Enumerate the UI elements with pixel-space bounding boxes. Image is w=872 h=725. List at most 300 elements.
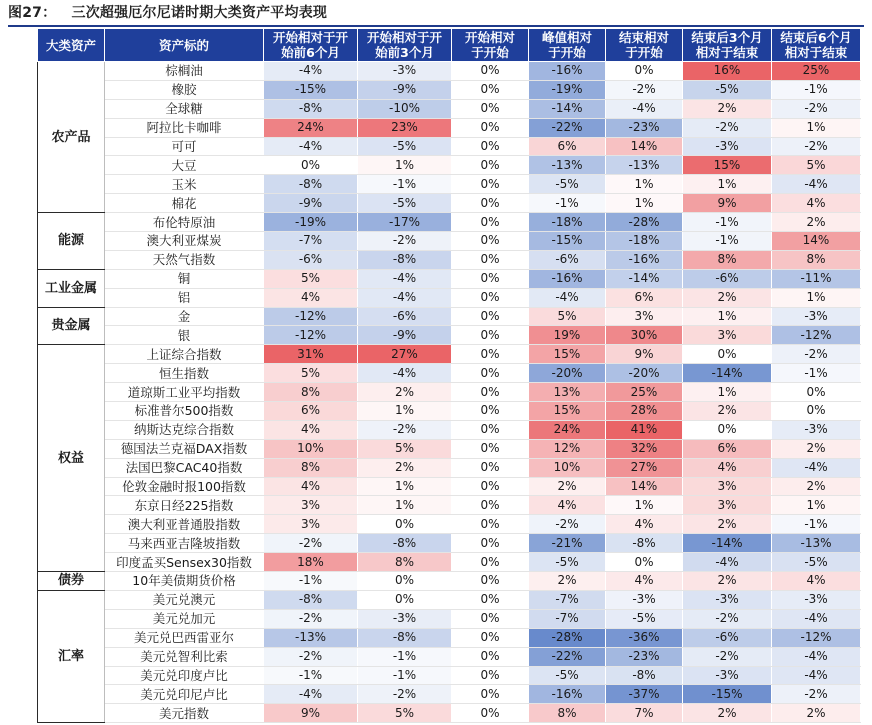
value-cell: -5% bbox=[529, 175, 606, 194]
asset-name-cell: 德国法兰克福DAX指数 bbox=[105, 439, 264, 458]
header-start-vs-3m-before: 开始相对于开 始前3个月 bbox=[358, 29, 452, 62]
value-cell: 8% bbox=[683, 250, 772, 269]
table-row bbox=[38, 553, 861, 572]
category-cell: 工业金属 bbox=[38, 269, 105, 307]
value-cell: 0% bbox=[452, 326, 529, 345]
value-cell: -17% bbox=[358, 213, 452, 232]
value-cell: 0% bbox=[358, 572, 452, 591]
value-cell: 0% bbox=[452, 628, 529, 647]
value-cell: 0% bbox=[452, 609, 529, 628]
value-cell: 9% bbox=[264, 704, 358, 723]
table-row bbox=[38, 288, 861, 307]
asset-name-cell: 东京日经225指数 bbox=[105, 496, 264, 515]
value-cell: 15% bbox=[683, 156, 772, 175]
value-cell: 0% bbox=[452, 666, 529, 685]
value-cell: 0% bbox=[452, 62, 529, 81]
value-cell: 9% bbox=[683, 194, 772, 213]
value-cell: 41% bbox=[606, 420, 683, 439]
value-cell: 0% bbox=[452, 250, 529, 269]
value-cell: -1% bbox=[772, 80, 861, 99]
table-row bbox=[38, 99, 861, 118]
value-cell: 10% bbox=[529, 458, 606, 477]
value-cell: -20% bbox=[529, 364, 606, 383]
asset-name-cell: 美元兑加元 bbox=[105, 609, 264, 628]
value-cell: -6% bbox=[683, 628, 772, 647]
table-row bbox=[38, 194, 861, 213]
value-cell: -4% bbox=[264, 137, 358, 156]
value-cell: 27% bbox=[358, 345, 452, 364]
value-cell: -3% bbox=[683, 137, 772, 156]
asset-name-cell: 美元兑智利比索 bbox=[105, 647, 264, 666]
value-cell: 0% bbox=[452, 534, 529, 553]
value-cell: 10% bbox=[264, 439, 358, 458]
value-cell: -4% bbox=[772, 458, 861, 477]
value-cell: 0% bbox=[452, 99, 529, 118]
value-cell: 0% bbox=[452, 364, 529, 383]
value-cell: -4% bbox=[358, 288, 452, 307]
value-cell: 23% bbox=[358, 118, 452, 137]
table-row bbox=[38, 439, 861, 458]
value-cell: -7% bbox=[529, 590, 606, 609]
value-cell: 13% bbox=[529, 383, 606, 402]
value-cell: 0% bbox=[452, 402, 529, 421]
figure-title-bar bbox=[8, 3, 864, 27]
value-cell: 24% bbox=[529, 420, 606, 439]
value-cell: -3% bbox=[683, 590, 772, 609]
value-cell: -1% bbox=[358, 647, 452, 666]
value-cell: -8% bbox=[606, 534, 683, 553]
value-cell: 1% bbox=[358, 477, 452, 496]
value-cell: -13% bbox=[529, 156, 606, 175]
value-cell: 6% bbox=[264, 402, 358, 421]
value-cell: 14% bbox=[606, 137, 683, 156]
value-cell: -1% bbox=[358, 666, 452, 685]
value-cell: 2% bbox=[772, 439, 861, 458]
asset-name-cell: 美元兑巴西雷亚尔 bbox=[105, 628, 264, 647]
value-cell: 1% bbox=[606, 496, 683, 515]
table-row bbox=[38, 666, 861, 685]
value-cell: 1% bbox=[683, 383, 772, 402]
table-row bbox=[38, 383, 861, 402]
value-cell: -23% bbox=[606, 118, 683, 137]
table-row bbox=[38, 269, 861, 288]
value-cell: 15% bbox=[529, 345, 606, 364]
table-row bbox=[38, 307, 861, 326]
value-cell: 0% bbox=[452, 137, 529, 156]
value-cell: -6% bbox=[264, 250, 358, 269]
asset-name-cell: 美元指数 bbox=[105, 704, 264, 723]
value-cell: -3% bbox=[772, 420, 861, 439]
value-cell: -1% bbox=[772, 364, 861, 383]
asset-name-cell: 橡胶 bbox=[105, 80, 264, 99]
value-cell: -12% bbox=[264, 307, 358, 326]
value-cell: -14% bbox=[529, 99, 606, 118]
value-cell: -8% bbox=[358, 250, 452, 269]
value-cell: 2% bbox=[683, 704, 772, 723]
table-row bbox=[38, 80, 861, 99]
value-cell: -3% bbox=[358, 62, 452, 81]
header-start-vs-start: 开始相对 于开始 bbox=[452, 29, 529, 62]
value-cell: -2% bbox=[772, 99, 861, 118]
value-cell: 0% bbox=[452, 553, 529, 572]
table-row bbox=[38, 590, 861, 609]
value-cell: -5% bbox=[529, 553, 606, 572]
value-cell: -2% bbox=[358, 232, 452, 251]
value-cell: 3% bbox=[264, 515, 358, 534]
value-cell: 8% bbox=[772, 250, 861, 269]
value-cell: 3% bbox=[683, 326, 772, 345]
asset-name-cell: 阿拉比卡咖啡 bbox=[105, 118, 264, 137]
value-cell: 4% bbox=[683, 458, 772, 477]
value-cell: 6% bbox=[529, 137, 606, 156]
value-cell: 14% bbox=[772, 232, 861, 251]
value-cell: 0% bbox=[452, 477, 529, 496]
table-row bbox=[38, 137, 861, 156]
value-cell: 2% bbox=[772, 704, 861, 723]
value-cell: 16% bbox=[683, 62, 772, 81]
table-row bbox=[38, 402, 861, 421]
asset-name-cell: 大豆 bbox=[105, 156, 264, 175]
table-row bbox=[38, 232, 861, 251]
value-cell: -1% bbox=[358, 175, 452, 194]
table-row bbox=[38, 62, 861, 81]
value-cell: 5% bbox=[358, 439, 452, 458]
value-cell: 1% bbox=[683, 175, 772, 194]
value-cell: 2% bbox=[683, 99, 772, 118]
asset-name-cell: 全球糖 bbox=[105, 99, 264, 118]
value-cell: -19% bbox=[264, 213, 358, 232]
value-cell: 0% bbox=[452, 156, 529, 175]
value-cell: -13% bbox=[606, 156, 683, 175]
asset-name-cell: 法国巴黎CAC40指数 bbox=[105, 458, 264, 477]
value-cell: 5% bbox=[264, 269, 358, 288]
value-cell: -4% bbox=[529, 288, 606, 307]
value-cell: -1% bbox=[264, 572, 358, 591]
value-cell: 3% bbox=[606, 307, 683, 326]
value-cell: -2% bbox=[772, 137, 861, 156]
value-cell: -8% bbox=[264, 99, 358, 118]
value-cell: 0% bbox=[452, 213, 529, 232]
value-cell: -5% bbox=[529, 666, 606, 685]
value-cell: 2% bbox=[772, 477, 861, 496]
value-cell: 3% bbox=[683, 496, 772, 515]
value-cell: 2% bbox=[683, 402, 772, 421]
asset-name-cell: 美元兑印尼卢比 bbox=[105, 685, 264, 704]
value-cell: -1% bbox=[772, 515, 861, 534]
value-cell: 0% bbox=[683, 420, 772, 439]
header-asset: 资产标的 bbox=[105, 29, 264, 62]
value-cell: 0% bbox=[358, 515, 452, 534]
value-cell: 25% bbox=[772, 62, 861, 81]
value-cell: 5% bbox=[358, 704, 452, 723]
value-cell: -3% bbox=[683, 666, 772, 685]
value-cell: -4% bbox=[358, 269, 452, 288]
value-cell: 8% bbox=[264, 383, 358, 402]
table-row bbox=[38, 156, 861, 175]
value-cell: 3% bbox=[683, 477, 772, 496]
value-cell: 0% bbox=[772, 402, 861, 421]
asset-name-cell: 澳大利亚普通股指数 bbox=[105, 515, 264, 534]
value-cell: -4% bbox=[683, 553, 772, 572]
value-cell: -2% bbox=[264, 647, 358, 666]
value-cell: -20% bbox=[606, 364, 683, 383]
value-cell: -2% bbox=[772, 345, 861, 364]
value-cell: -4% bbox=[772, 666, 861, 685]
value-cell: -8% bbox=[264, 590, 358, 609]
table-row bbox=[38, 345, 861, 364]
value-cell: -4% bbox=[358, 364, 452, 383]
table-row bbox=[38, 420, 861, 439]
asset-performance-table bbox=[37, 28, 861, 723]
value-cell: 4% bbox=[606, 572, 683, 591]
value-cell: 8% bbox=[358, 553, 452, 572]
value-cell: -5% bbox=[358, 137, 452, 156]
value-cell: 32% bbox=[606, 439, 683, 458]
value-cell: 0% bbox=[264, 156, 358, 175]
value-cell: -14% bbox=[683, 364, 772, 383]
asset-name-cell: 铜 bbox=[105, 269, 264, 288]
value-cell: -15% bbox=[264, 80, 358, 99]
asset-name-cell: 上证综合指数 bbox=[105, 345, 264, 364]
value-cell: 4% bbox=[772, 194, 861, 213]
value-cell: -23% bbox=[606, 647, 683, 666]
table-row bbox=[38, 326, 861, 345]
value-cell: 27% bbox=[606, 458, 683, 477]
value-cell: 2% bbox=[772, 213, 861, 232]
value-cell: 5% bbox=[264, 364, 358, 383]
value-cell: -4% bbox=[264, 685, 358, 704]
value-cell: -37% bbox=[606, 685, 683, 704]
value-cell: -8% bbox=[358, 534, 452, 553]
value-cell: 0% bbox=[452, 515, 529, 534]
header-end-vs-start: 结束相对 于开始 bbox=[606, 29, 683, 62]
table-row bbox=[38, 175, 861, 194]
value-cell: -21% bbox=[529, 534, 606, 553]
value-cell: -11% bbox=[772, 269, 861, 288]
value-cell: -5% bbox=[683, 80, 772, 99]
value-cell: 8% bbox=[529, 704, 606, 723]
value-cell: 6% bbox=[683, 439, 772, 458]
value-cell: -36% bbox=[606, 628, 683, 647]
value-cell: 4% bbox=[606, 515, 683, 534]
value-cell: 1% bbox=[358, 156, 452, 175]
value-cell: 0% bbox=[452, 458, 529, 477]
value-cell: 1% bbox=[772, 288, 861, 307]
value-cell: -2% bbox=[529, 515, 606, 534]
value-cell: -4% bbox=[772, 609, 861, 628]
value-cell: -4% bbox=[772, 175, 861, 194]
value-cell: 4% bbox=[264, 477, 358, 496]
value-cell: 0% bbox=[452, 269, 529, 288]
value-cell: -14% bbox=[683, 534, 772, 553]
value-cell: 0% bbox=[606, 553, 683, 572]
asset-name-cell: 马来西亚吉隆坡指数 bbox=[105, 534, 264, 553]
value-cell: 6% bbox=[606, 288, 683, 307]
value-cell: 0% bbox=[452, 439, 529, 458]
value-cell: -2% bbox=[772, 685, 861, 704]
header-3m-after-vs-end: 结束后3个月 相对于结束 bbox=[683, 29, 772, 62]
value-cell: -6% bbox=[683, 269, 772, 288]
value-cell: -1% bbox=[264, 666, 358, 685]
value-cell: 4% bbox=[772, 572, 861, 591]
value-cell: 0% bbox=[683, 345, 772, 364]
value-cell: 2% bbox=[683, 572, 772, 591]
value-cell: -16% bbox=[606, 250, 683, 269]
value-cell: -7% bbox=[529, 609, 606, 628]
value-cell: -8% bbox=[358, 628, 452, 647]
value-cell: 1% bbox=[772, 118, 861, 137]
table-row bbox=[38, 118, 861, 137]
value-cell: 0% bbox=[452, 685, 529, 704]
value-cell: 0% bbox=[452, 420, 529, 439]
value-cell: -12% bbox=[264, 326, 358, 345]
value-cell: 30% bbox=[606, 326, 683, 345]
table-row bbox=[38, 250, 861, 269]
value-cell: -2% bbox=[606, 80, 683, 99]
value-cell: -5% bbox=[772, 553, 861, 572]
asset-name-cell: 10年美债期货价格 bbox=[105, 572, 264, 591]
value-cell: 5% bbox=[529, 307, 606, 326]
figure-title: 图27： 三次超强厄尔尼诺时期大类资产平均表现 bbox=[8, 5, 328, 21]
header-6m-after-vs-end: 结束后6个月 相对于结束 bbox=[772, 29, 861, 62]
value-cell: -19% bbox=[529, 80, 606, 99]
header-peak-vs-start: 峰值相对 于开始 bbox=[529, 29, 606, 62]
value-cell: -2% bbox=[358, 420, 452, 439]
value-cell: 2% bbox=[683, 288, 772, 307]
value-cell: 1% bbox=[683, 307, 772, 326]
value-cell: 2% bbox=[529, 477, 606, 496]
asset-name-cell: 纳斯达克综合指数 bbox=[105, 420, 264, 439]
asset-name-cell: 标准普尔500指数 bbox=[105, 402, 264, 421]
value-cell: -16% bbox=[529, 62, 606, 81]
value-cell: -13% bbox=[772, 534, 861, 553]
value-cell: 2% bbox=[358, 458, 452, 477]
table-row bbox=[38, 704, 861, 723]
category-cell: 债券 bbox=[38, 572, 105, 591]
value-cell: 0% bbox=[452, 175, 529, 194]
value-cell: 0% bbox=[452, 590, 529, 609]
value-cell: -3% bbox=[358, 609, 452, 628]
table-row bbox=[38, 609, 861, 628]
value-cell: -4% bbox=[772, 647, 861, 666]
value-cell: -2% bbox=[683, 118, 772, 137]
value-cell: -9% bbox=[358, 80, 452, 99]
asset-name-cell: 玉米 bbox=[105, 175, 264, 194]
table-row bbox=[38, 685, 861, 704]
value-cell: 1% bbox=[358, 402, 452, 421]
asset-name-cell: 美元兑印度卢比 bbox=[105, 666, 264, 685]
asset-name-cell: 美元兑澳元 bbox=[105, 590, 264, 609]
category-cell: 贵金属 bbox=[38, 307, 105, 345]
value-cell: -8% bbox=[264, 175, 358, 194]
asset-name-cell: 棉花 bbox=[105, 194, 264, 213]
table-row bbox=[38, 628, 861, 647]
value-cell: 2% bbox=[358, 383, 452, 402]
asset-name-cell: 可可 bbox=[105, 137, 264, 156]
value-cell: -16% bbox=[529, 269, 606, 288]
value-cell: 25% bbox=[606, 383, 683, 402]
value-cell: 0% bbox=[452, 496, 529, 515]
asset-name-cell: 澳大利亚煤炭 bbox=[105, 232, 264, 251]
value-cell: 0% bbox=[452, 383, 529, 402]
table-row bbox=[38, 477, 861, 496]
category-cell: 农产品 bbox=[38, 62, 105, 213]
value-cell: 28% bbox=[606, 402, 683, 421]
value-cell: 0% bbox=[452, 307, 529, 326]
value-cell: 0% bbox=[452, 572, 529, 591]
value-cell: 1% bbox=[772, 496, 861, 515]
value-cell: 3% bbox=[264, 496, 358, 515]
table-row bbox=[38, 534, 861, 553]
category-cell: 汇率 bbox=[38, 590, 105, 722]
value-cell: 19% bbox=[529, 326, 606, 345]
table-row bbox=[38, 515, 861, 534]
asset-name-cell: 棕榈油 bbox=[105, 62, 264, 81]
value-cell: 8% bbox=[264, 458, 358, 477]
value-cell: -2% bbox=[264, 534, 358, 553]
value-cell: -28% bbox=[606, 213, 683, 232]
value-cell: -6% bbox=[529, 250, 606, 269]
value-cell: -15% bbox=[683, 685, 772, 704]
header-category: 大类资产 bbox=[38, 29, 105, 62]
value-cell: 4% bbox=[529, 496, 606, 515]
asset-name-cell: 天然气指数 bbox=[105, 250, 264, 269]
value-cell: 1% bbox=[606, 175, 683, 194]
value-cell: 9% bbox=[606, 345, 683, 364]
asset-name-cell: 印度孟买Sensex30指数 bbox=[105, 553, 264, 572]
value-cell: -3% bbox=[772, 590, 861, 609]
value-cell: -15% bbox=[529, 232, 606, 251]
value-cell: 12% bbox=[529, 439, 606, 458]
value-cell: 31% bbox=[264, 345, 358, 364]
asset-name-cell: 银 bbox=[105, 326, 264, 345]
value-cell: -5% bbox=[358, 194, 452, 213]
value-cell: 7% bbox=[606, 704, 683, 723]
value-cell: -16% bbox=[529, 685, 606, 704]
value-cell: 24% bbox=[264, 118, 358, 137]
value-cell: 4% bbox=[264, 288, 358, 307]
value-cell: 1% bbox=[358, 496, 452, 515]
value-cell: -7% bbox=[264, 232, 358, 251]
value-cell: -10% bbox=[358, 99, 452, 118]
value-cell: 0% bbox=[452, 288, 529, 307]
value-cell: 1% bbox=[606, 194, 683, 213]
value-cell: -12% bbox=[772, 628, 861, 647]
category-cell: 能源 bbox=[38, 213, 105, 270]
value-cell: 0% bbox=[452, 345, 529, 364]
value-cell: -2% bbox=[264, 609, 358, 628]
value-cell: -8% bbox=[606, 666, 683, 685]
value-cell: -1% bbox=[529, 194, 606, 213]
value-cell: 5% bbox=[772, 156, 861, 175]
value-cell: 0% bbox=[452, 232, 529, 251]
value-cell: 18% bbox=[264, 553, 358, 572]
value-cell: 0% bbox=[452, 704, 529, 723]
value-cell: -13% bbox=[264, 628, 358, 647]
value-cell: -4% bbox=[264, 62, 358, 81]
value-cell: -12% bbox=[772, 326, 861, 345]
header-row bbox=[38, 29, 861, 62]
value-cell: -2% bbox=[683, 647, 772, 666]
value-cell: -6% bbox=[358, 307, 452, 326]
table-row bbox=[38, 647, 861, 666]
value-cell: 0% bbox=[358, 590, 452, 609]
value-cell: -2% bbox=[683, 609, 772, 628]
value-cell: -1% bbox=[683, 213, 772, 232]
value-cell: 15% bbox=[529, 402, 606, 421]
asset-name-cell: 伦敦金融时报100指数 bbox=[105, 477, 264, 496]
asset-name-cell: 道琼斯工业平均指数 bbox=[105, 383, 264, 402]
